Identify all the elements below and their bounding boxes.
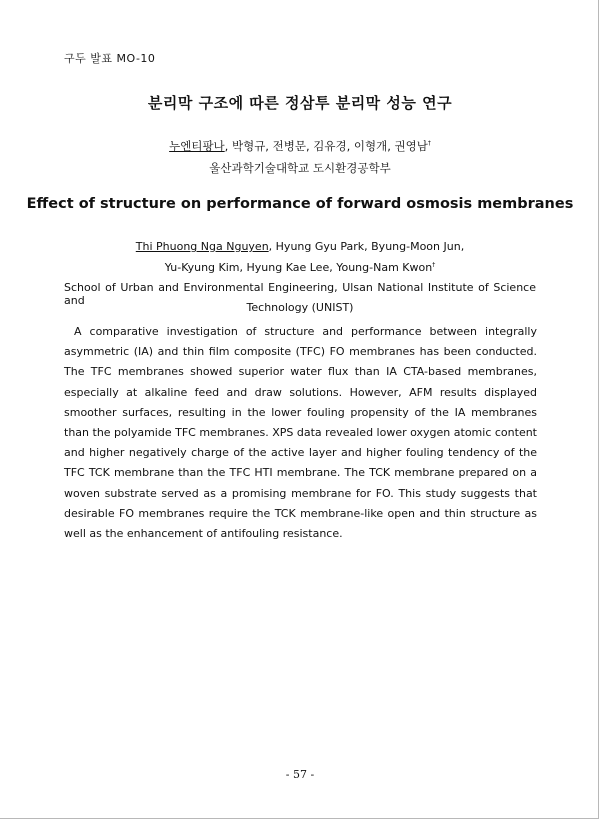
- korean-first-author: 누엔티팡나: [169, 139, 225, 153]
- english-authors-line1: [0, 240, 600, 253]
- korean-authors: [0, 138, 600, 154]
- korean-coauthors: , 박형규, 전병문, 김유경, 이형개, 권영남: [224, 139, 428, 153]
- english-title: Effect of structure on performance of forward osmosis membranes: [26, 196, 574, 212]
- korean-affiliation: 울산과학기술대학교 도시환경공학부: [209, 161, 391, 175]
- english-first-author: Thi Phuong Nga Nguyen: [135, 240, 269, 253]
- english-corresponding-mark: †: [432, 261, 436, 269]
- english-affiliation-line1: School of Urban and Environmental Engineering, Ulsan National Institute of Science and: [64, 281, 536, 307]
- page-number: - 57 -: [285, 768, 315, 781]
- english-authors-line2-text: Yu-Kyung Kim, Hyung Kae Lee, Young-Nam Kwon: [164, 261, 433, 274]
- english-affiliation-line2: Technology (UNIST): [246, 301, 354, 314]
- korean-corresponding-mark: †: [427, 140, 431, 148]
- session-label: 구두 발표 MO-10: [64, 52, 156, 65]
- korean-title: 분리막 구조에 따른 정삼투 분리막 성능 연구: [147, 94, 453, 112]
- english-authors-rest: , Hyung Gyu Park, Byung-Moon Jun,: [268, 240, 465, 253]
- abstract-body: A comparative investigation of structure and performance between integrally asymmetric (IA) and thin film composite (TFC) FO membranes has been conducted. The TFC membranes showed superior water flux than IA CTA-based membranes, especially at alkaline feed and draw solutions. However, AFM results displayed smoother surfaces, resulting in the lower fouling propensity of the IA membranes than the polyamide TFC membranes. XPS data revealed lower oxygen atomic content and higher negatively charge of the active layer and higher fouling tendency of the TFC TCK membrane than the TFC HTI membrane. The TCK membrane prepared on a woven substrate served as a promising membrane for FO. This study suggests that desirable FO membranes require the TCK membrane-like open and thin structure as well as the enhancement of antifouling resistance.: [64, 325, 537, 541]
- english-authors-line2: [0, 261, 600, 274]
